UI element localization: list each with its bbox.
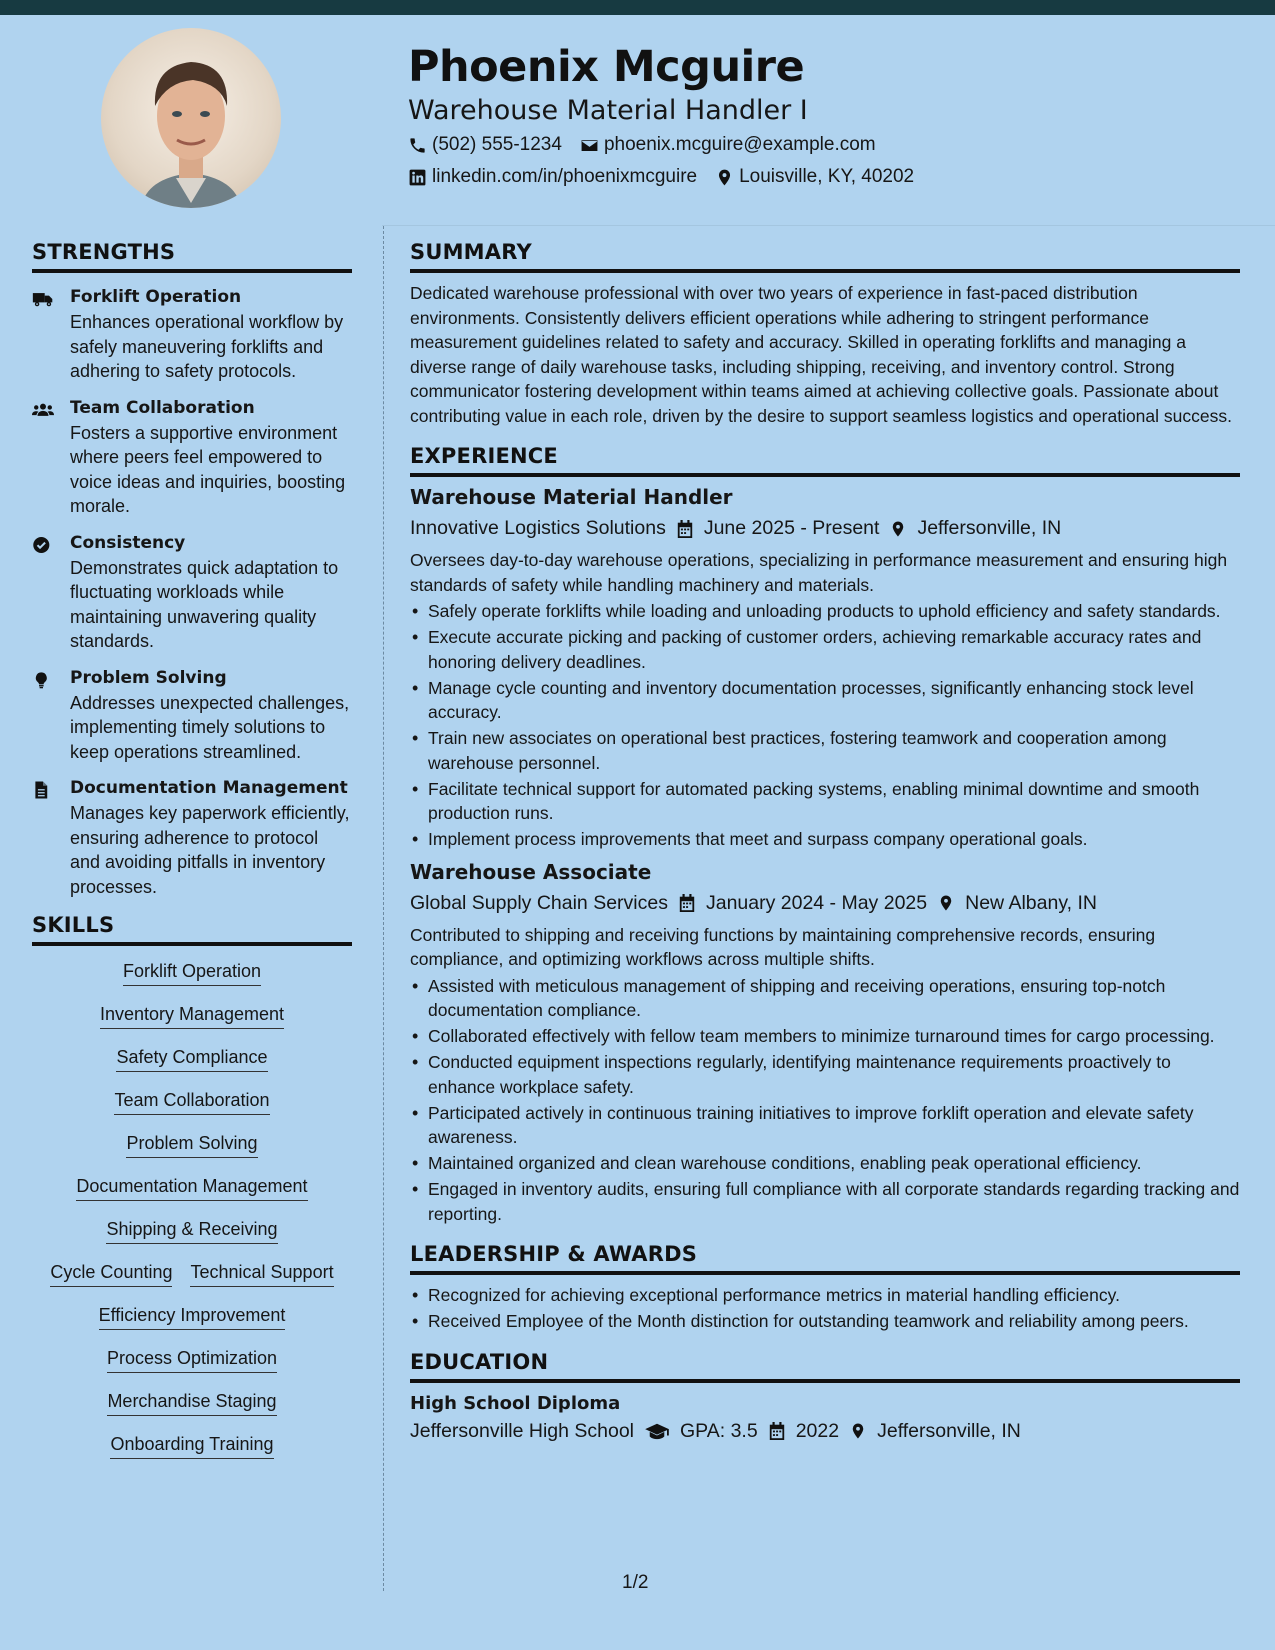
phone-icon	[408, 136, 427, 155]
job-title: Warehouse Material Handler	[410, 485, 733, 509]
linkedin-text: linkedin.com/in/phoenixmcguire	[432, 166, 698, 187]
header-divider	[382, 225, 1275, 226]
skill-tag: Forklift Operation	[123, 960, 261, 986]
strengths-heading: STRENGTHS	[32, 240, 352, 273]
job-bullet: • Collaborated effectively with fellow team members to minimize turnaround times for cargo processing.	[410, 1024, 1240, 1049]
strength-title: Team Collaboration	[70, 397, 255, 418]
job-location: New Albany, IN	[965, 891, 1097, 914]
profile-photo	[101, 28, 281, 208]
strength-item	[32, 668, 352, 765]
check-circle-icon	[32, 535, 54, 555]
job-description: Contributed to shipping and receiving functions by maintaining comprehensive records, ensuring compliance, and optimizing workflows across multiple shifts.	[410, 924, 1156, 969]
skill-tag: Inventory Management	[100, 1003, 284, 1029]
job-bullet: • Implement process improvements that meet and surpass company operational goals.	[410, 827, 1240, 852]
summary-heading: SUMMARY	[410, 240, 1240, 273]
calendar-icon	[678, 893, 696, 913]
skill-tag: Efficiency Improvement	[99, 1304, 286, 1330]
candidate-name: Phoenix Mcguire	[408, 42, 805, 92]
email-text: phoenix.mcguire@example.com	[603, 134, 876, 155]
phone-text: (502) 555-1234	[432, 134, 562, 155]
contact-phone[interactable]	[408, 134, 562, 156]
candidate-title: Warehouse Material Handler I	[408, 95, 808, 126]
education-heading: EDUCATION	[410, 1350, 1240, 1383]
contact-row-2	[408, 166, 914, 188]
graduation-cap-icon	[644, 1421, 670, 1441]
strengths-list	[32, 287, 352, 899]
job-dates: January 2024 - May 2025	[705, 891, 928, 914]
calendar-icon	[676, 519, 694, 539]
map-pin-icon	[849, 1421, 867, 1441]
summary-text: Dedicated warehouse professional with over two years of experience in fast-paced distribution environments. Consistently delivers efficient operations while adhering to stringent performance measurement guidelines related to safety and accuracy. Skilled in operating forklifts and managing a diverse range of daily warehouse tasks, including shipping, receiving, and inventory control. Strong communicator fostering development within teams aimed at achieving collective goals. Passionate about contributing value in each role, driven by the desire to support seamless logistics and operational success.	[410, 283, 1232, 426]
job-entry	[410, 485, 1240, 852]
job-company: Global Supply Chain Services	[410, 891, 668, 914]
contact-location	[715, 166, 914, 188]
education-school: Jeffersonville High School	[410, 1419, 635, 1442]
job-meta	[410, 517, 1240, 540]
skill-tag: Onboarding Training	[110, 1433, 273, 1459]
skills-heading: SKILLS	[32, 913, 352, 946]
job-bullet: • Execute accurate picking and packing of customer orders, achieving remarkable accuracy rates and honoring delivery deadlines.	[410, 625, 1240, 674]
top-bar	[0, 0, 1275, 15]
page-number: 1/2	[622, 1572, 649, 1593]
skill-tag: Merchandise Staging	[107, 1390, 276, 1416]
strength-desc: Demonstrates quick adaptation to fluctuating workloads while maintaining unwavering quality standards.	[70, 557, 339, 651]
skill-tag: Technical Support	[190, 1261, 333, 1287]
awards-section	[410, 1242, 1240, 1334]
skill-tag: Process Optimization	[107, 1347, 277, 1373]
job-location: Jeffersonville, IN	[917, 517, 1062, 539]
linkedin-icon	[408, 168, 427, 187]
skill-tag: Safety Compliance	[116, 1046, 267, 1072]
left-column	[32, 240, 352, 1459]
job-bullet: • Manage cycle counting and inventory documentation processes, significantly enhancing stock level accuracy.	[410, 676, 1240, 725]
job-description: Oversees day-to-day warehouse operations, specializing in performance measurement and ensuring high standards of safety while handling machinery and materials.	[410, 550, 1228, 595]
job-bullets	[410, 599, 1240, 852]
job-entry	[410, 860, 1240, 1227]
job-bullet: • Train new associates on operational best practices, fostering teamwork and cooperation among warehouse personnel.	[410, 726, 1240, 775]
right-column	[410, 240, 1240, 1459]
education-location: Jeffersonville, IN	[877, 1419, 1021, 1442]
file-icon	[32, 780, 54, 800]
contact-row-1	[408, 134, 876, 156]
strength-title: Consistency	[70, 532, 186, 553]
envelope-icon	[580, 136, 599, 155]
strength-item	[32, 287, 352, 384]
education-degree: High School Diploma	[410, 1392, 621, 1414]
job-title: Warehouse Associate	[410, 859, 652, 884]
calendar-icon	[768, 1421, 786, 1441]
job-company: Innovative Logistics Solutions	[410, 517, 666, 539]
location-text: Louisville, KY, 40202	[739, 166, 915, 187]
skill-tag: Shipping & Receiving	[106, 1218, 277, 1244]
skill-tag: Documentation Management	[76, 1175, 307, 1201]
job-bullet: • Engaged in inventory audits, ensuring full compliance with all corporate standards regarding tracking and reporting.	[410, 1177, 1240, 1226]
experience-heading: EXPERIENCE	[410, 444, 1240, 477]
education-year: 2022	[795, 1419, 840, 1442]
column-divider	[383, 226, 384, 1591]
strength-desc: Manages key paperwork efficiently, ensuring adherence to protocol and avoiding pitfalls in inventory processes.	[70, 803, 350, 897]
awards-heading: LEADERSHIP & AWARDS	[410, 1242, 1240, 1275]
job-bullet: • Participated actively in continuous training initiatives to improve forklift operation and elevate safety awareness.	[410, 1101, 1240, 1150]
contact-email[interactable]	[580, 134, 876, 156]
award-item: • Recognized for achieving exceptional performance metrics in material handling efficiency.	[410, 1283, 1240, 1308]
map-pin-icon	[937, 893, 955, 913]
education-gpa: GPA: 3.5	[680, 1419, 758, 1442]
summary-section	[410, 240, 1240, 428]
strength-title: Forklift Operation	[70, 287, 242, 307]
lightbulb-icon	[32, 670, 54, 690]
job-meta	[410, 892, 1240, 915]
skill-tag: Problem Solving	[126, 1132, 257, 1158]
strength-desc: Enhances operational workflow by safely maneuvering forklifts and adhering to safety protocols.	[70, 312, 344, 381]
education-section	[410, 1350, 1240, 1443]
job-bullet: • Assisted with meticulous management of shipping and receiving operations, ensuring top-notch documentation compliance.	[410, 974, 1240, 1023]
job-bullet: • Safely operate forklifts while loading and unloading products to uphold efficiency and safety standards.	[410, 599, 1240, 624]
strength-title: Problem Solving	[70, 667, 227, 688]
job-dates: June 2025 - Present	[703, 517, 880, 539]
job-bullet: • Facilitate technical support for automated packing systems, enabling minimal downtime and smooth production runs.	[410, 777, 1240, 826]
experience-section	[410, 444, 1240, 1226]
truck-icon	[32, 289, 54, 309]
map-pin-icon	[715, 168, 734, 187]
skills-list	[32, 960, 352, 1459]
job-bullet: • Conducted equipment inspections regularly, identifying maintenance requirements proactively to enhance workplace safety.	[410, 1050, 1240, 1099]
map-pin-icon	[889, 519, 907, 539]
users-icon	[32, 400, 54, 420]
strength-desc: Fosters a supportive environment where peers feel empowered to voice ideas and inquiries, boosting morale.	[70, 422, 346, 516]
job-bullet: • Maintained organized and clean warehouse conditions, enabling peak operational efficiency.	[410, 1151, 1240, 1176]
contact-linkedin[interactable]	[408, 166, 697, 188]
education-meta	[410, 1420, 1240, 1443]
strength-title: Documentation Management	[70, 778, 348, 798]
job-bullets	[410, 974, 1240, 1227]
awards-list	[410, 1283, 1240, 1334]
strength-desc: Addresses unexpected challenges, implementing timely solutions to keep operations streamlined.	[70, 692, 350, 762]
strength-item	[32, 398, 352, 519]
award-item: • Received Employee of the Month distinction for outstanding teamwork and reliability among peers.	[410, 1309, 1240, 1334]
strength-item	[32, 533, 352, 654]
skill-tag: Team Collaboration	[114, 1089, 269, 1115]
strength-item	[32, 778, 352, 899]
skill-tag: Cycle Counting	[50, 1261, 172, 1287]
